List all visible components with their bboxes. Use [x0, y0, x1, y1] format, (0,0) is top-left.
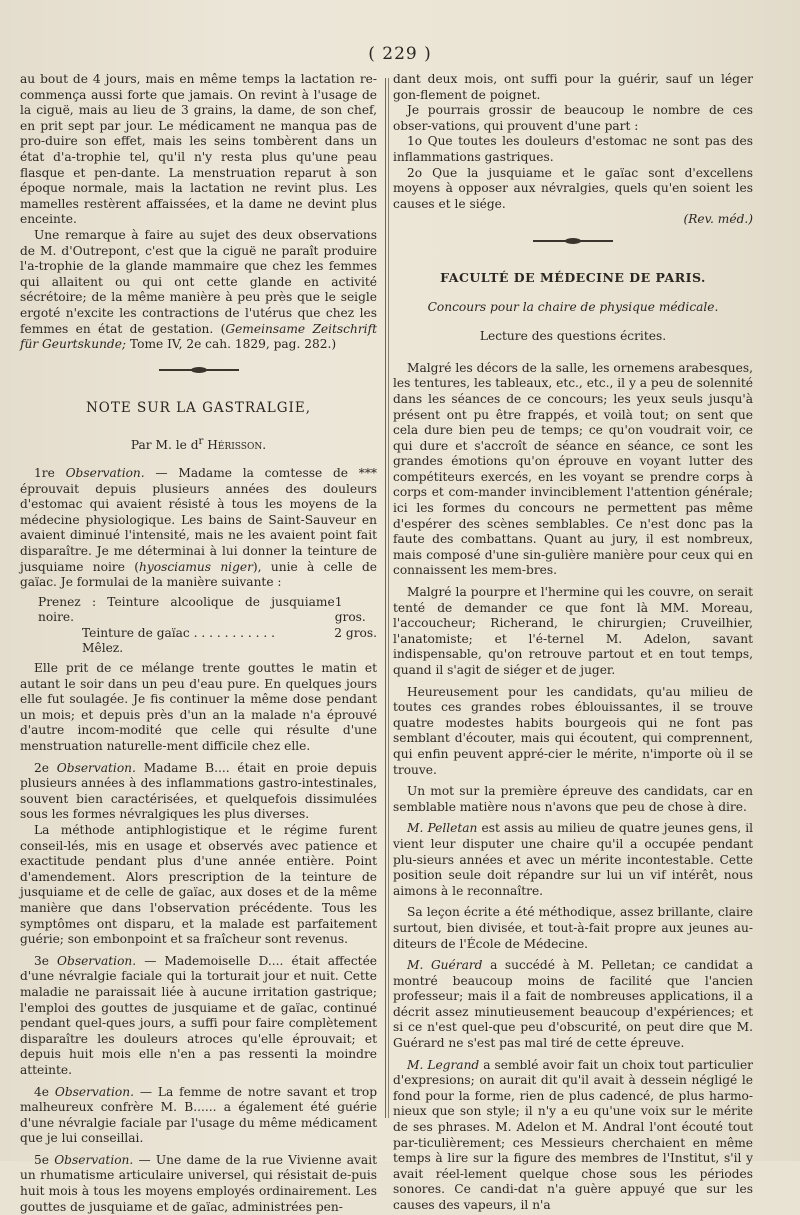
prescription	[20, 595, 377, 657]
journal-ref: Tome IV, 2e cah. 1829, pag. 282.)	[126, 337, 337, 352]
obs2-label: Observation.	[56, 760, 136, 775]
paragraph-jury: Malgré la pourpre et l'hermine qui les couvre, on serait tenté de demander ce que font là MM. Moreau, l'accoucheur; Richerand, le chirurgien; Cruveilhier, l'anatomiste; et l'é-ternel M. Adelon, savant indispensable, qu'on retrouve partout et en tout temps, quand il s'agit de siéger et de juger.	[393, 585, 753, 677]
observation-5	[20, 1153, 377, 1215]
column-rule-inner	[388, 78, 389, 1118]
obs5-number: 5e	[34, 1152, 49, 1167]
paragraph-cure: dant deux mois, ont suffi pour la guérir, sauf un léger gon-flement de poignet.	[393, 72, 753, 102]
prescription-line-2	[38, 626, 377, 642]
guerard-name: M. Guérard	[407, 958, 483, 973]
observation-2-continued: La méthode antiphlogistique et le régime furent conseil-lés, mis en usage et observés avec patience et exactitude pendant plus d'une année entière. Point d'amendement. Alors prescription de la teinture de jusquiame et de celle de gaïac, aux doses et de la même manière que dans l'observation précédente. Tous les symptômes ont disparu, et la malade est parfaitement guérie; son embonpoint et sa fraîcheur sont revenus.	[20, 823, 377, 947]
prescription-item-2: Teinture de gaïac . . . . . . . . . . .	[82, 625, 275, 640]
conclusion-2-number: 2o	[407, 165, 423, 180]
paragraph-candidats: Heureusement pour les candidats, qu'au milieu de toutes ces grandes robes éblouissantes, il se trouve quatre modestes habits bourgeois qui ne font pas semblant d'écouter, mais qui écoutent, qui comprennent, qui enfin peuvent appré-cier le mérite, n'importe où il se trouve.	[393, 684, 753, 777]
page-number: ( 229 )	[368, 44, 432, 64]
column-rule	[385, 78, 386, 1118]
observation-3	[20, 954, 377, 1079]
conclusion-2	[393, 166, 753, 213]
section-subtitle-lecture: Lecture des questions écrites.	[479, 329, 667, 344]
obs4-number: 4e	[34, 1084, 49, 1099]
section-subtitle-concours: Concours pour la chaire de physique médicale.	[427, 299, 719, 314]
conclusion-1-text: Que toutes les douleurs d'estomac ne sont pas des inflammations gastriques.	[393, 134, 753, 164]
obs1-text: — Madame la comtesse de *** éprouvait depuis plusieurs années des douleurs d'estomac qui avaient résisté à tous les moyens de la médecine physiologique. Les bains de Saint-Sauveur en avaient diminué l'intensité, mais ne les avaient point fait disparaître. Je me déterminai à lui donner la teinture de jusquiame noire (	[20, 465, 378, 574]
obs1-end: ), unie à celle de gaïac. Je formulai de la manière suivante :	[20, 559, 378, 590]
left-column	[20, 72, 378, 1214]
observation-4	[20, 1085, 377, 1147]
section-title-faculty: FACULTÉ DE MÉDECINE DE PARIS.	[440, 269, 706, 285]
observation-2	[20, 761, 377, 823]
paragraph-epreuve: Un mot sur la première épreuve des candidats, car en semblable matière nous n'avons que peu de chose à dire.	[393, 784, 753, 814]
pelletan-text: est assis au milieu de quatre jeunes gens, il vient leur disputer une chaire qu'il a occupée pendant plu-sieurs années et avec un mérite incontestable. Cette position seule doit répandre sur lui un vif intérêt, nous aimons à le reconnaître.	[393, 821, 753, 898]
source-citation	[393, 212, 753, 228]
paragraph-decors: Malgré les décors de la salle, les ornemens arabesques, les tentures, les tableaux, etc., etc., il y a peu de solennité dans les séances de ce concours; les yeux seuls jusqu'à présent ont pu être frappés, et voilà tout; on sent que cela dure bien peu de temps; ce qu'on voudrait voir, ce qui dure et s'accroît de séance en séance, ce sont les grandes émotions qu'on éprouve en voyant lutter des compétiteurs exercés, en les voyant se prendre corps à corps et com-mander invinciblement l'attention générale; ici les formes du concours ne permettent pas même d'espérer des scènes semblables. Ce n'est donc pas la faute des combattans. Quant au jury, il est nombreux, mais composé d'une sin-gulière manière pour ceux qui en connaissent les mem-bres.	[393, 360, 753, 578]
obs5-label: Observation.	[54, 1152, 134, 1167]
source-citation-text: (Rev. méd.)	[683, 212, 753, 227]
journal-title: Gemeinsame Zeitschrift für Geurtskunde;	[20, 321, 377, 352]
obs1-latin: hyosciamus niger	[139, 559, 253, 574]
paragraph-remark	[20, 228, 377, 353]
prescription-qty-1: 1 gros.	[334, 594, 366, 625]
obs1-label: Observation.	[65, 465, 145, 480]
prescription-item-1: Prenez : Teinture alcoolique de jusquiame noire.	[38, 594, 335, 625]
ornament-divider	[159, 367, 239, 373]
article-title: NOTE SUR LA GASTRALGIE,	[85, 399, 312, 416]
conclusion-2-text: Que la jusquiame et le gaïac sont d'excellens moyens à opposer aux névralgies, quels qu'en soient les causes et le siége.	[393, 165, 753, 211]
obs1-number: 1re	[34, 465, 55, 480]
obs3-text: — Mademoiselle D.... était affectée d'une névralgie faciale qui la torturait jour et nuit. Cette maladie ne paraissait liée à aucune irritation gastrique; l'emploi des gouttes de jusquiame et de gaïac, continué pendant quel-ques jours, a suffi pour faire complètement disparaître les douleurs atroces qu'elle éprouvait; et depuis huit mois elle n'en a pas ressenti la moindre atteinte.	[20, 953, 378, 1077]
ornament-divider-2	[533, 238, 613, 244]
obs2-number: 2e	[34, 760, 49, 775]
obs5-text: — Une dame de la rue Vivienne avait un rhumatisme articulaire universel, qui résistait de-puis huit mois à tous les moyens employés ordinairement. Les gouttes de jusquiame et de gaïac, administrées pen-	[20, 1152, 377, 1214]
legrand-text: a semblé avoir fait un choix tout particulier d'expresions; on aurait dit qu'il avait à dessein négligé le fond pour la forme, rien de plus cadencé, de plus harmo-nieux que son style; il n'y a eu qu'une voix sur le mérite de ses phrases. M. Adelon et M. Andral l'ont écouté tout par-ticulièrement; ces Messieurs cherchaient en même temps à lire sur la figure des membres de l'Institut, s'il y avait réel-lement quelque chose sous les périodes sonores. Ce candi-dat n'a guère appuyé que sur les causes des vapeurs, il n'a	[393, 1057, 753, 1212]
obs4-text: — La femme de notre savant et trop malheureux confrère M. B...... a également été guérie d'une névralgie faciale par l'usage du même médicament que je lui conseillai.	[20, 1084, 378, 1146]
remark-text: Une remarque à faire au sujet des deux observations de M. d'Outrepont, c'est que la ciguë ne paraît produire l'a-trophie de la glande mammaire que chez les femmes qui allaitent ou qui ont cette glande en activité sécrétoire; de la même manière à peu près que le seigle ergoté n'excite les contractions de l'utérus que chez les femmes en état de gestation. (	[20, 227, 377, 336]
right-column	[393, 72, 753, 1212]
obs3-label: Observation.	[57, 953, 137, 968]
prescription-line-1	[38, 595, 377, 626]
observation-1-continued: Elle prit de ce mélange trente gouttes le matin et autant le soir dans un peu d'eau pure. En quelques jours elle fut soulagée. Je fis continuer la même dose pendant un mois; et depuis près d'un an la malade n'a éprouvé d'autre incom-modité que celle qui résulte d'une menstruation naturelle-ment difficile chez elle.	[20, 661, 377, 754]
conclusion-1	[393, 134, 753, 165]
paragraph-pelletan	[393, 821, 753, 899]
prescription-item-3: Mêlez.	[82, 641, 124, 656]
prescription-line-3	[38, 641, 377, 657]
legrand-name: M. Legrand	[407, 1057, 480, 1072]
byline-sup: r	[198, 436, 204, 448]
prescription-qty-2: 2 gros.	[334, 625, 377, 640]
paragraph-observations: Je pourrais grossir de beaucoup le nombre de ces obser-vations, qui prouvent d'une part :	[393, 103, 753, 133]
paragraph-lactation: au bout de 4 jours, mais en même temps la lactation re-commença aussi forte que jamais. On revint à l'usage de la ciguë, mais au lieu de 3 grains, la dame, de son chef, en prit sept par jour. Le médicament ne manqua pas de pro-duire son effet, mais les seins tombèrent dans un état d'a-trophie tel, qu'il n'y resta plus qu'une peau flasque et pen-dante. La menstruation reparut à son époque normale, mais la lactation ne revint plus. Les mamelles restèrent affaissées, et la dame ne devint plus enceinte.	[20, 72, 377, 227]
guerard-text: a succédé à M. Pelletan; ce candidat a montré beaucoup moins de facilité que l'ancien professeur; mais il a fait de nombreuses applications, il a décrit assez minutieusement beaucoup d'expériences; et si ce n'est quel-que peu d'obscurité, on peut dire que M. Guérard ne s'est pas mal tiré de cette épreuve.	[393, 958, 753, 1051]
paragraph-lecon: Sa leçon écrite a été méthodique, assez brillante, claire surtout, bien divisée, et tout-à-fait propre aux jeunes au-diteurs de l'École de Médecine.	[393, 905, 753, 951]
obs2-text: Madame B.... était en proie depuis plusieurs années à des inflammations gastro-intestinales, souvent bien caractérisées, et quelquefois dissimulées sous les formes névralgiques les plus diverses.	[20, 760, 378, 822]
pelletan-name: M. Pelletan	[407, 821, 478, 836]
obs4-label: Observation.	[54, 1084, 134, 1099]
paragraph-guerard	[393, 958, 753, 1052]
obs3-number: 3e	[34, 953, 49, 968]
observation-1	[20, 466, 377, 591]
article-byline	[20, 434, 377, 454]
paragraph-legrand	[393, 1058, 753, 1214]
byline-prefix: Par M. le d	[130, 438, 199, 453]
author-name: Hérisson.	[207, 438, 267, 453]
conclusion-1-number: 1o	[407, 134, 423, 149]
